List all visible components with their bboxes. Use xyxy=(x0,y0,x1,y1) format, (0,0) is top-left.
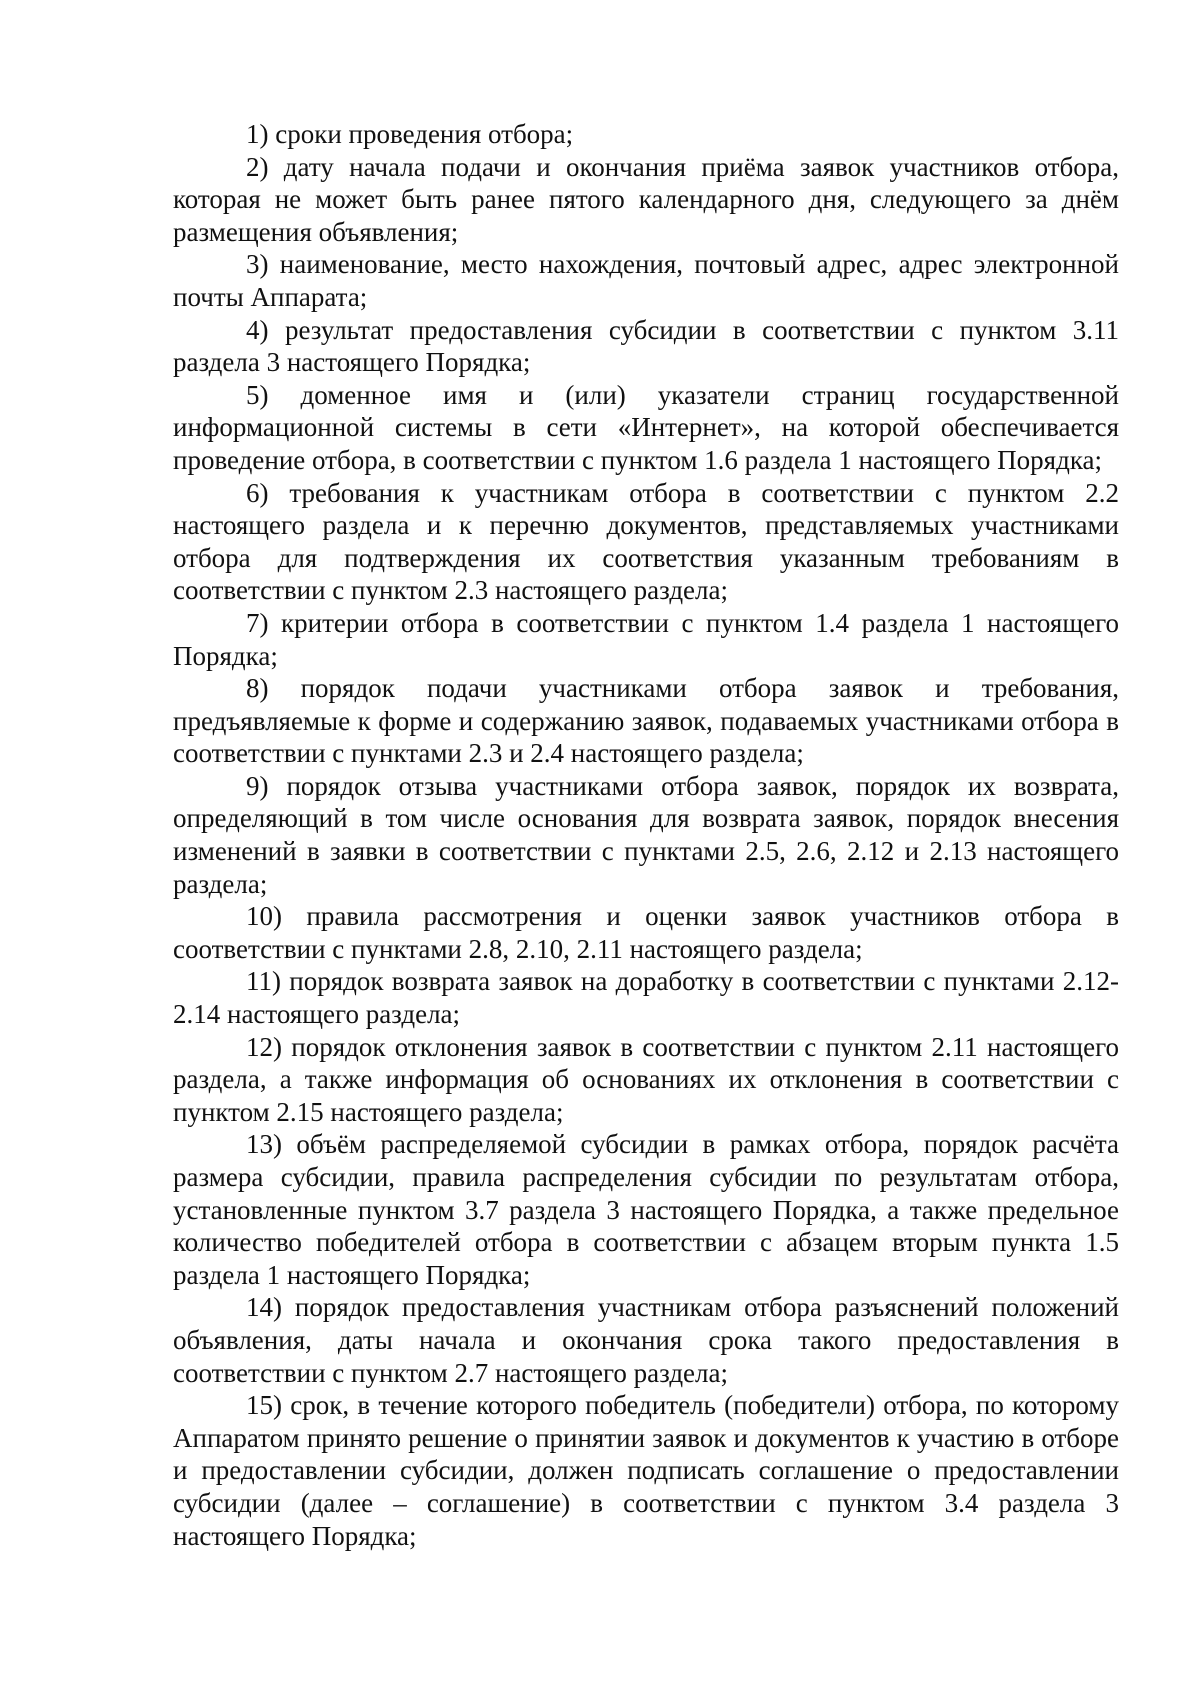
list-item: 1) сроки проведения отбора; xyxy=(246,119,574,149)
list-item: 9) порядок отзыва участниками отбора заявок, порядок их возврата, определяющий в том числе основания для возврата заявок, порядок внесения изменений в заявки в соответствии с пунктами 2.5, 2.6, 2.12 и 2.13 настоящего раздела; xyxy=(173,770,1119,899)
list-item: 13) объём распределяемой субсидии в рамках отбора, порядок расчёта размера субсидии, правила распределения субсидии по результатам отбора, установленные пунктом 3.7 раздела 3 настоящего Порядка, а также предельное количество победителей отбора в соответствии с абзацем вторым пункта 1.5 раздела 1 настоящего Порядка; xyxy=(173,1129,1119,1290)
list-item: 14) порядок предоставления участникам отбора разъяснений положений объявления, даты начала и окончания срока такого предоставления в соответствии с пунктом 2.7 настоящего раздела; xyxy=(173,1292,1119,1388)
list-item: 11) порядок возврата заявок на доработку в соответствии с пунктами 2.12-2.14 настоящего раздела; xyxy=(173,966,1119,1030)
list-item: 2) дату начала подачи и окончания приёма заявок участников отбора, которая не может быть ранее пятого календарного дня, следующего за днём размещения объявления; xyxy=(173,151,1119,247)
list-item: 10) правила рассмотрения и оценки заявок участников отбора в соответствии с пунктами 2.8, 2.10, 2.11 настоящего раздела; xyxy=(173,901,1119,964)
list-item: 8) порядок подачи участниками отбора заявок и требования, предъявляемые к форме и содержанию заявок, подаваемых участниками отбора в соответствии с пунктами 2.3 и 2.4 настоящего раздела; xyxy=(173,673,1119,769)
list-item: 4) результат предоставления субсидии в соответствии с пунктом 3.11 раздела 3 настоящего Порядка; xyxy=(173,314,1119,378)
document-page xyxy=(173,118,1119,1552)
list-item: 12) порядок отклонения заявок в соответствии с пунктом 2.11 настоящего раздела, а также информация об основаниях их отклонения в соответствии с пунктом 2.15 настоящего раздела; xyxy=(173,1031,1119,1127)
list-item: 5) доменное имя и (или) указатели страниц государственной информационной системы в сети «Интернет», на которой обеспечивается проведение отбора, в соответствии с пунктом 1.6 раздела 1 настоящего Порядка; xyxy=(173,379,1119,475)
list-item: 15) срок, в течение которого победитель (победители) отбора, по которому Аппаратом принято решение о принятии заявок и документов к участию в отборе и предоставлении субсидии, должен подписать соглашение о предоставлении субсидии (далее – соглашение) в соответствии с пунктом 3.4 раздела 3 настоящего Порядка; xyxy=(173,1390,1119,1551)
list-item: 7) критерии отбора в соответствии с пунктом 1.4 раздела 1 настоящего Порядка; xyxy=(173,607,1119,671)
list-item: 6) требования к участникам отбора в соответствии с пунктом 2.2 настоящего раздела и к перечню документов, представляемых участниками отбора для подтверждения их соответствия указанным требованиям в соответствии с пунктом 2.3 настоящего раздела; xyxy=(173,477,1119,606)
list-item: 3) наименование, место нахождения, почтовый адрес, адрес электронной почты Аппарата; xyxy=(173,249,1119,312)
